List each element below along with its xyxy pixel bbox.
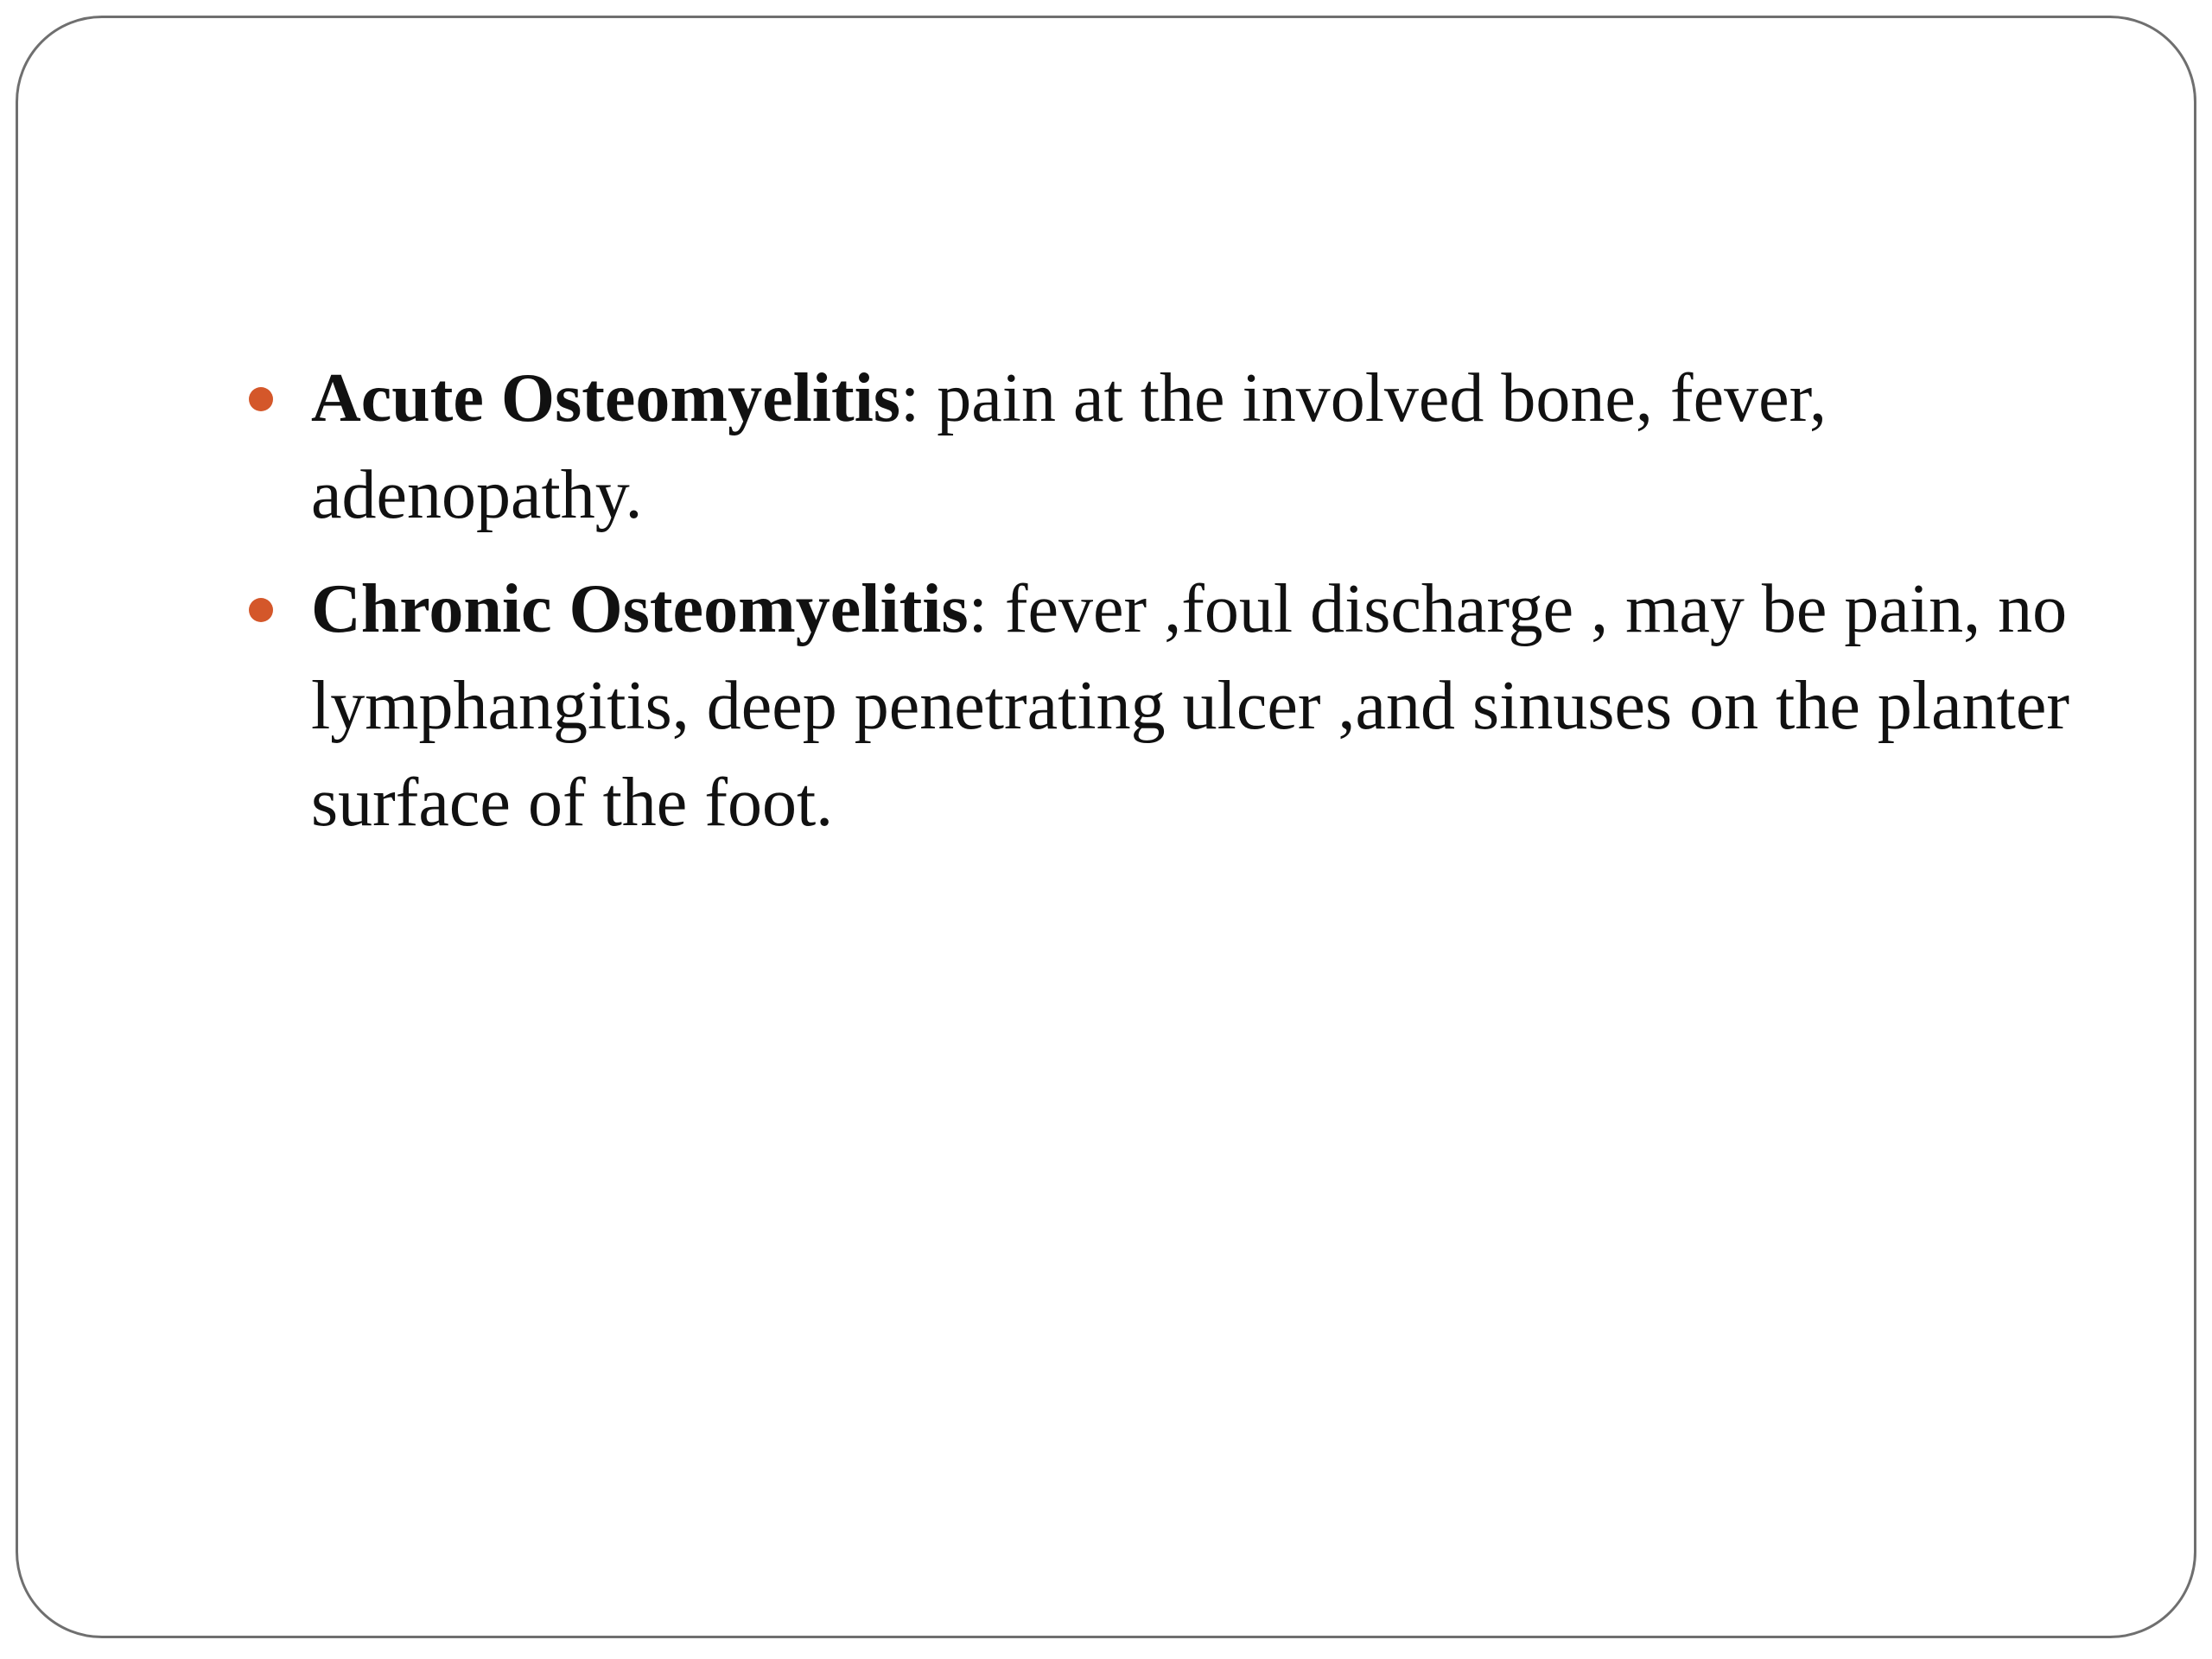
bullet-term: Acute Osteomyelitis	[311, 360, 901, 436]
bullet-item-chronic-osteomyelitis	[242, 561, 2100, 851]
bullet-dot-icon	[249, 387, 273, 411]
bullet-text: : fever ,foul discharge , may be pain, no lymphangitis, deep penetrating ulcer ,and sinuses on the planter surface of the foot.	[311, 571, 2069, 841]
bullet-dot-icon	[249, 598, 273, 622]
bullet-list	[242, 350, 2100, 868]
bullet-term: Chronic Osteomyelitis	[311, 571, 969, 647]
bullet-item-acute-osteomyelitis	[242, 350, 2100, 543]
bullet-text: : pain at the involved bone, fever, adenopathy.	[311, 360, 1827, 533]
